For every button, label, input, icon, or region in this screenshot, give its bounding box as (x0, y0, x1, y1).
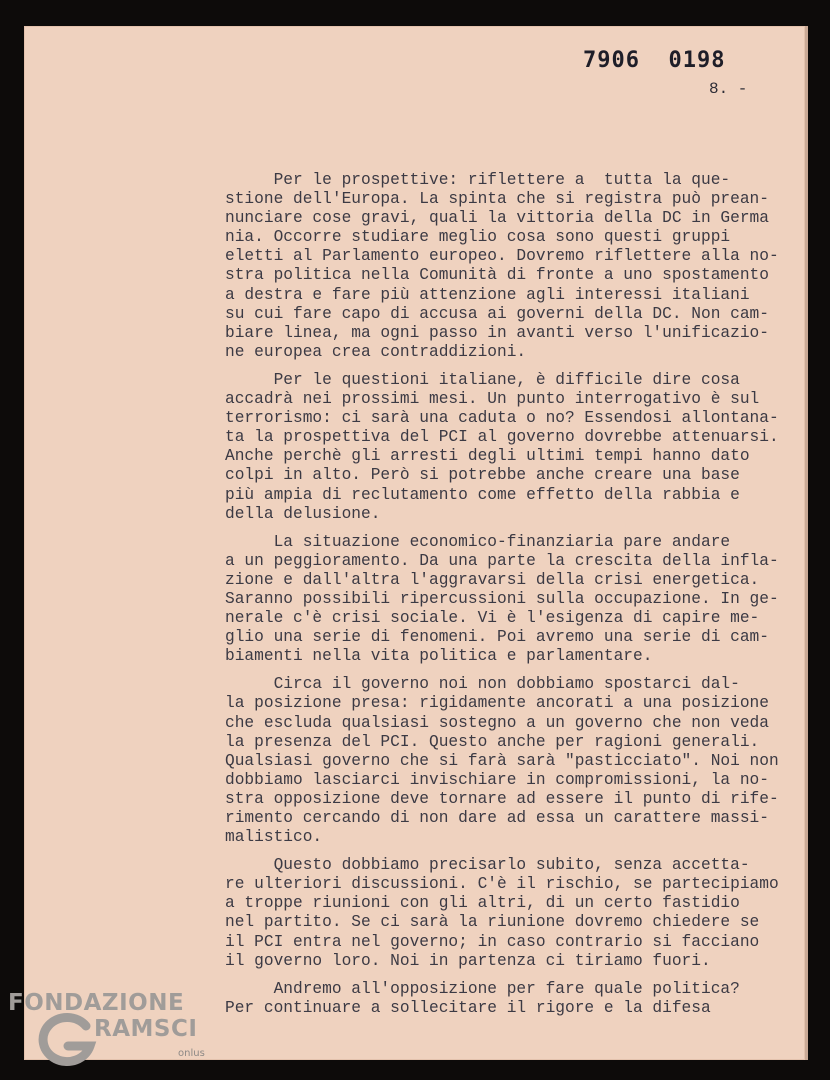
text-line: dobbiamo lasciarci invischiare in compromissioni, la no- (225, 770, 769, 789)
fondazione-gramsci-watermark (8, 990, 208, 1070)
body-text (225, 171, 785, 1027)
text-line: la presenza del PCI. Questo anche per ragioni generali. (225, 732, 760, 751)
text-line: Per le prospettive: riflettere a tutta la que- (225, 171, 731, 189)
watermark-line1: FONDAZIONE (8, 990, 185, 1016)
text-line: il PCI entra nel governo; in caso contrario si facciano (225, 932, 760, 951)
text-line: Saranno possibili ripercussioni sulla occupazione. In ge- (225, 589, 779, 608)
paragraph-italian-questions (225, 371, 785, 524)
text-line: zione e dall'altra l'aggravarsi della crisi energetica. (225, 570, 760, 589)
watermark-line2: RAMSCI (94, 1016, 198, 1042)
text-line: la posizione presa: rigidamente ancorati a una posizione (225, 694, 769, 713)
text-line: colpi in alto. Però si potrebbe anche creare una base (225, 466, 740, 485)
text-line: il governo loro. Noi in partenza ci tiriamo fuori. (225, 951, 711, 970)
text-line: Per continuare a sollecitare il rigore e la difesa (225, 998, 711, 1017)
text-line: che escluda qualsiasi sostegno a un governo che non veda (225, 713, 769, 732)
watermark-sub: onlus (178, 1048, 205, 1059)
paragraph-europe (225, 171, 785, 362)
paragraph-economy (225, 533, 785, 667)
text-line: della delusione. (225, 504, 381, 523)
text-line: Anche perchè gli arresti degli ultimi tempi hanno dato (225, 447, 750, 466)
text-line: biare linea, ma ogni passo in avanti verso l'unificazio- (225, 323, 769, 342)
text-line: Qualsiasi governo che si farà sarà "pasticciato". Noi non (225, 751, 779, 770)
page-edge (805, 26, 808, 1060)
text-line: a un peggioramento. Da una parte la crescita della infla- (225, 551, 779, 570)
text-line: stra opposizione deve tornare ad essere il punto di rife- (225, 789, 779, 808)
text-line: terrorismo: ci sarà una caduta o no? Essendosi allontana- (225, 409, 779, 428)
gramsci-g-logo-icon (34, 1012, 100, 1068)
paragraph-clarify (225, 856, 785, 971)
text-line: più ampia di reclutamento come effetto della rabbia e (225, 485, 740, 504)
text-line: nerale c'è crisi sociale. Vi è l'esigenza di capire me- (225, 609, 760, 628)
text-line: nel partito. Se ci sarà la riunione dovremo chiedere se (225, 913, 760, 932)
text-line: a troppe riunioni con gli altri, di un certo fastidio (225, 894, 740, 913)
text-line: ta la prospettiva del PCI al governo dovrebbe attenuarsi. (225, 428, 779, 447)
text-line: glio una serie di fenomeni. Poi avremo una serie di cam- (225, 628, 769, 647)
text-line: malistico. (225, 828, 323, 847)
text-line: Circa il governo noi non dobbiamo spostarci dal- (225, 675, 740, 694)
text-line: rimento cercando di non dare ad essa un carattere massi- (225, 809, 769, 827)
text-line: La situazione economico-finanziaria pare andare (225, 532, 731, 551)
page-number: 8. - (709, 80, 748, 98)
archive-code: 7906 0198 (583, 48, 726, 73)
text-line: nunciare cose gravi, quali la vittoria della DC in Germa (225, 209, 769, 228)
text-line: eletti al Parlamento europeo. Dovremo riflettere alla no- (225, 247, 779, 266)
text-line: Andremo all'opposizione per fare quale politica? (225, 979, 740, 998)
text-line: su cui fare capo di accusa ai governi della DC. Non cam- (225, 304, 769, 323)
text-line: nia. Occorre studiare meglio cosa sono questi gruppi (225, 228, 731, 247)
text-line: stione dell'Europa. La spinta che si registra può prean- (225, 190, 769, 209)
text-line: Per le questioni italiane, è difficile dire cosa (225, 370, 740, 389)
text-line: accadrà nei prossimi mesi. Un punto interrogativo è sul (225, 390, 760, 409)
text-line: stra politica nella Comunità di fronte a uno spostamento (225, 266, 769, 285)
text-line: ne europea crea contraddizioni. (225, 342, 527, 361)
text-line: biamenti nella vita politica e parlamentare. (225, 647, 653, 666)
paragraph-government (225, 675, 785, 847)
text-line: a destra e fare più attenzione agli interessi italiani (225, 285, 750, 304)
text-line: Questo dobbiamo precisarlo subito, senza accetta- (225, 856, 750, 875)
text-line: re ulteriori discussioni. C'è il rischio, se partecipiamo (225, 875, 779, 894)
paragraph-opposition (225, 980, 785, 1018)
